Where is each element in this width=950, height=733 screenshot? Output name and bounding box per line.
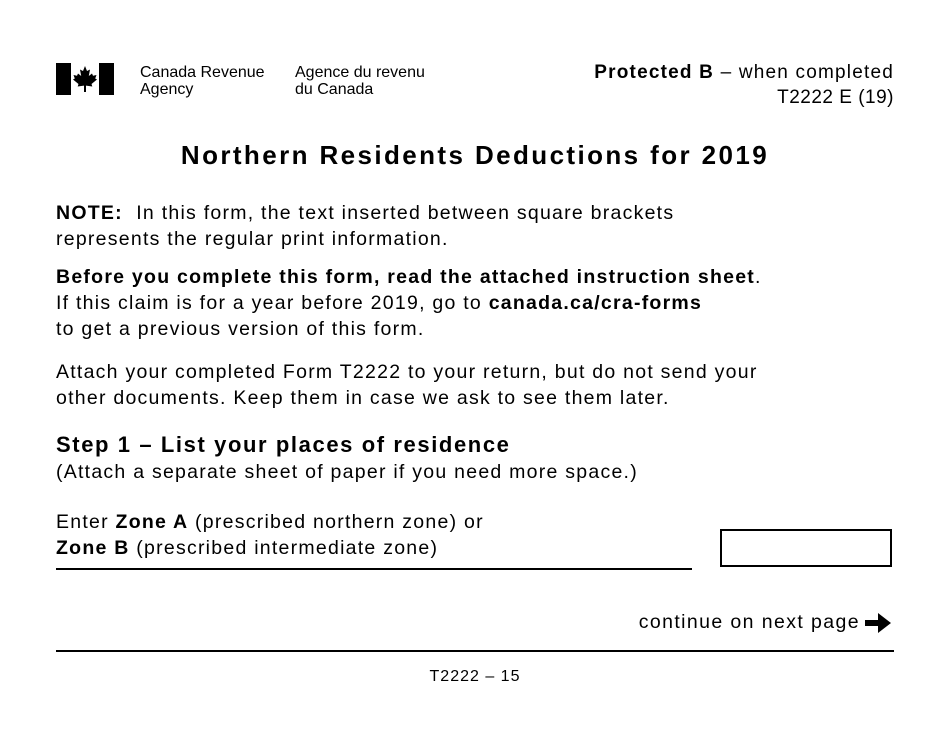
protected-b-rest: – when completed [714,62,894,83]
arrow-right-icon [864,612,892,634]
canada-flag-logo [56,63,114,95]
agency-en-line2: Agency [140,81,194,98]
instructions-paragraph [56,264,762,342]
zone-b-desc: (prescribed intermediate zone) [129,537,439,559]
agency-fr-line1: Agence du revenu [295,64,425,81]
note-text-line2: represents the regular print information. [56,228,449,250]
attach-line2: other documents. Keep them in case we ask to see them later. [56,387,670,409]
agency-name-french [295,64,425,98]
step1-title: Step 1 – List your places of residence [56,432,511,457]
instructions-period: . [755,266,762,288]
step1-subtitle: (Attach a separate sheet of paper if you need more space.) [56,461,638,483]
zone-b-label: Zone B [56,537,130,559]
footer-divider [56,650,894,652]
zone-input-field[interactable] [720,529,892,567]
page-number: T2222 – 15 [429,668,521,685]
instructions-line3: to get a previous version of this form. [56,318,425,340]
zone-label [56,509,484,561]
agency-fr-line2: du Canada [295,81,374,98]
attach-paragraph [56,359,758,411]
attach-line1: Attach your completed Form T2222 to your return, but do not send your [56,361,758,383]
protected-b-label [594,62,894,84]
note-paragraph [56,200,674,252]
instructions-line2: If this claim is for a year before 2019, go to [56,292,489,314]
zone-a-desc: (prescribed northern zone) or [188,511,484,533]
zone-a-label: Zone A [115,511,189,533]
agency-name-english [140,64,265,98]
continue-next-page [639,611,892,634]
zone-underline [56,568,692,570]
protected-b-bold: Protected B [594,62,715,83]
agency-en-line1: Canada Revenue [140,64,265,81]
zone-prefix: Enter [56,511,116,533]
form-code: T2222 E (19) [777,87,894,108]
cra-forms-link[interactable]: canada.ca/cra-forms [488,292,703,314]
note-label: NOTE: [56,202,123,224]
note-text-line1: In this form, the text inserted between square brackets [122,202,675,224]
instructions-bold-line: Before you complete this form, read the attached instruction sheet [56,266,756,288]
page-title: Northern Residents Deductions for 2019 [180,140,770,170]
continue-text: continue on next page [638,611,860,633]
